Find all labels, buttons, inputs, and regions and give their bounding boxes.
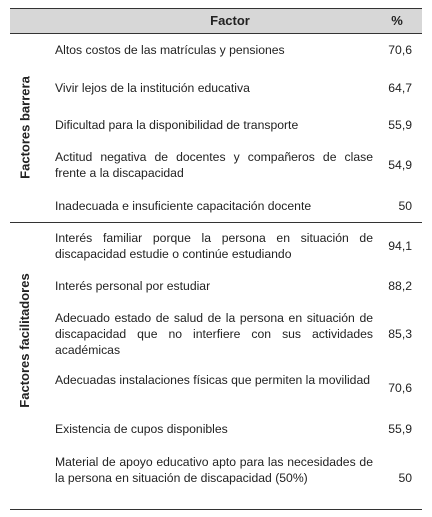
factor-text: Existencia de cupos disponibles <box>55 422 228 436</box>
factor-text: Interés personal por estudiar <box>55 279 211 293</box>
factor-percent: 85,3 <box>388 327 412 341</box>
header-factor: Factor <box>210 13 250 28</box>
factor-percent: 88,2 <box>388 279 412 293</box>
table-bottom-rule <box>10 509 422 510</box>
factor-percent: 64,7 <box>388 81 412 95</box>
factor-text: Adecuado estado de salud de la persona en situación de discapacidad que no interfiere con sus actividades académicas <box>55 311 373 357</box>
factor-percent: 94,1 <box>388 239 412 253</box>
table-header <box>10 8 422 34</box>
group-label-facilitadores: Factores facilitadores <box>17 273 32 408</box>
group-label-barrera: Factores barrera <box>17 76 33 179</box>
factor-text: Dificultad para la disponibilidad de transporte <box>55 118 299 132</box>
factor-percent: 50 <box>398 471 412 485</box>
factor-text: Interés familiar porque la persona en situación de discapacidad estudie o continúe estudiando <box>55 231 373 261</box>
factor-text: Altos costos de las matrículas y pensiones <box>55 43 285 57</box>
factor-text: Adecuadas instalaciones físicas que permiten la movilidad <box>55 373 371 387</box>
factor-percent: 50 <box>398 199 412 213</box>
header-percent: % <box>391 13 403 28</box>
factor-text: Material de apoyo educativo apto para las necesidades de la persona en situación de discapacidad (50%) <box>55 455 373 485</box>
factor-text: Vivir lejos de la institución educativa <box>55 81 250 95</box>
factor-text: Inadecuada e insuficiente capacitación docente <box>55 199 312 213</box>
factor-percent: 55,9 <box>388 118 412 132</box>
factor-percent: 70,6 <box>388 43 412 57</box>
factor-text: Actitud negativa de docentes y compañeros de clase frente a la discapacidad <box>55 150 373 180</box>
group-divider <box>10 222 422 223</box>
factor-percent: 54,9 <box>388 158 412 172</box>
factor-percent: 55,9 <box>388 422 412 436</box>
factor-percent: 70,6 <box>388 381 412 395</box>
